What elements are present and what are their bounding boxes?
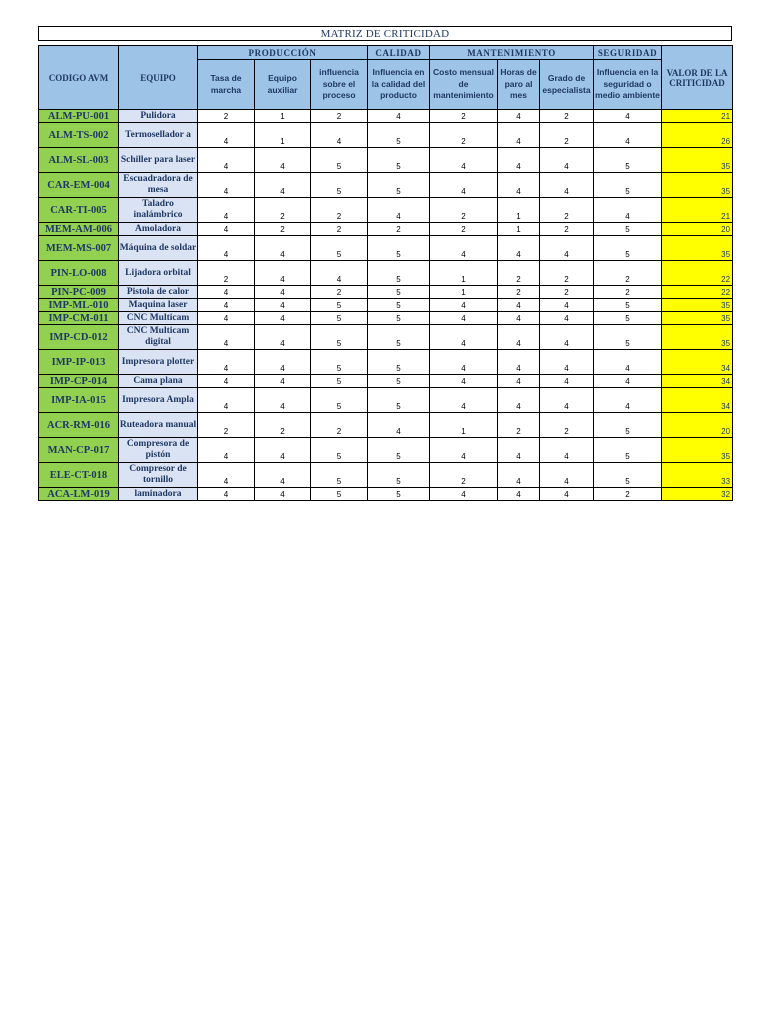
cell-value: 2 — [311, 286, 368, 299]
cell-value: 4 — [540, 463, 594, 488]
cell-value: 5 — [311, 463, 368, 488]
row-code: ALM-PU-001 — [39, 110, 119, 123]
cell-value: 2 — [540, 110, 594, 123]
cell-value: 4 — [498, 325, 540, 350]
row-valor: 32 — [662, 488, 733, 501]
cell-value: 4 — [540, 375, 594, 388]
cell-value: 4 — [255, 463, 311, 488]
table-row — [39, 223, 733, 236]
cell-value: 4 — [198, 123, 255, 148]
cell-value: 4 — [255, 173, 311, 198]
cell-value: 5 — [594, 173, 662, 198]
cell-value: 5 — [368, 388, 430, 413]
cell-value: 4 — [540, 350, 594, 375]
row-equipo: Impresora Ampla — [119, 388, 198, 413]
cell-value: 5 — [311, 312, 368, 325]
cell-value: 5 — [368, 325, 430, 350]
row-valor: 35 — [662, 236, 733, 261]
cell-value: 2 — [311, 198, 368, 223]
cell-value: 4 — [368, 413, 430, 438]
header-influencia-calidad: Influencia en la calidad del producto — [368, 60, 430, 110]
cell-value: 4 — [430, 388, 498, 413]
cell-value: 2 — [198, 413, 255, 438]
row-valor: 35 — [662, 299, 733, 312]
cell-value: 5 — [311, 173, 368, 198]
cell-value: 1 — [498, 198, 540, 223]
header-codigo: CODIGO AVM — [39, 46, 119, 110]
cell-value: 4 — [540, 312, 594, 325]
cell-value: 4 — [498, 173, 540, 198]
row-code: MEM-AM-006 — [39, 223, 119, 236]
cell-value: 4 — [498, 110, 540, 123]
table-row — [39, 198, 733, 223]
header-equipo-auxiliar: Equipo auxiliar — [255, 60, 311, 110]
row-valor: 34 — [662, 350, 733, 375]
cell-value: 5 — [594, 325, 662, 350]
cell-value: 2 — [198, 261, 255, 286]
cell-value: 4 — [498, 488, 540, 501]
table-row — [39, 350, 733, 375]
cell-value: 2 — [311, 413, 368, 438]
cell-value: 4 — [255, 438, 311, 463]
cell-value: 5 — [368, 375, 430, 388]
row-valor: 26 — [662, 123, 733, 148]
table-row — [39, 325, 733, 350]
cell-value: 5 — [594, 463, 662, 488]
cell-value: 4 — [498, 388, 540, 413]
cell-value: 2 — [540, 261, 594, 286]
cell-value: 4 — [255, 375, 311, 388]
table-row — [39, 236, 733, 261]
cell-value: 2 — [540, 223, 594, 236]
cell-value: 4 — [540, 388, 594, 413]
cell-value: 4 — [255, 236, 311, 261]
header-influencia-seguridad: Influencia en la seguridad o medio ambiente — [594, 60, 662, 110]
cell-value: 5 — [368, 488, 430, 501]
cell-value: 4 — [255, 350, 311, 375]
cell-value: 4 — [430, 312, 498, 325]
row-valor: 22 — [662, 286, 733, 299]
header-grado-especialista: Grado de especialista — [540, 60, 594, 110]
cell-value: 1 — [498, 223, 540, 236]
cell-value: 1 — [430, 286, 498, 299]
row-equipo: Taladro inalámbrico — [119, 198, 198, 223]
row-code: CAR-EM-004 — [39, 173, 119, 198]
row-equipo: laminadora — [119, 488, 198, 501]
cell-value: 4 — [198, 375, 255, 388]
cell-value: 4 — [198, 198, 255, 223]
cell-value: 4 — [430, 325, 498, 350]
row-code: IMP-CM-011 — [39, 312, 119, 325]
cell-value: 1 — [430, 413, 498, 438]
cell-value: 4 — [368, 110, 430, 123]
cell-value: 2 — [311, 110, 368, 123]
cell-value: 1 — [255, 123, 311, 148]
cell-value: 4 — [594, 388, 662, 413]
row-code: IMP-CD-012 — [39, 325, 119, 350]
cell-value: 4 — [198, 312, 255, 325]
cell-value: 2 — [255, 223, 311, 236]
cell-value: 2 — [594, 261, 662, 286]
cell-value: 4 — [430, 148, 498, 173]
row-valor: 34 — [662, 388, 733, 413]
header-costo-mantenimiento: Costo mensual de mantenimiento — [430, 60, 498, 110]
cell-value: 4 — [540, 148, 594, 173]
cell-value: 5 — [311, 299, 368, 312]
cell-value: 4 — [430, 173, 498, 198]
cell-value: 4 — [198, 299, 255, 312]
row-valor: 22 — [662, 261, 733, 286]
cell-value: 4 — [594, 123, 662, 148]
cell-value: 2 — [498, 286, 540, 299]
header-group-mantenimiento: MANTENIMIENTO — [430, 46, 594, 60]
cell-value: 5 — [594, 413, 662, 438]
cell-value: 5 — [368, 312, 430, 325]
cell-value: 2 — [540, 123, 594, 148]
row-equipo: Lijadora orbital — [119, 261, 198, 286]
cell-value: 2 — [430, 110, 498, 123]
cell-value: 5 — [368, 463, 430, 488]
row-valor: 21 — [662, 198, 733, 223]
cell-value: 5 — [368, 350, 430, 375]
cell-value: 2 — [498, 413, 540, 438]
cell-value: 5 — [368, 236, 430, 261]
cell-value: 4 — [430, 236, 498, 261]
cell-value: 4 — [594, 375, 662, 388]
cell-value: 4 — [498, 236, 540, 261]
cell-value: 4 — [198, 223, 255, 236]
row-code: ACA-LM-019 — [39, 488, 119, 501]
table-row — [39, 110, 733, 123]
cell-value: 5 — [311, 388, 368, 413]
row-valor: 35 — [662, 148, 733, 173]
cell-value: 2 — [198, 110, 255, 123]
table-row — [39, 123, 733, 148]
table-row — [39, 375, 733, 388]
cell-value: 4 — [498, 123, 540, 148]
row-code: MEM-MS-007 — [39, 236, 119, 261]
cell-value: 2 — [594, 286, 662, 299]
cell-value: 4 — [255, 286, 311, 299]
row-valor: 35 — [662, 312, 733, 325]
row-valor: 20 — [662, 223, 733, 236]
cell-value: 4 — [540, 438, 594, 463]
table-row — [39, 312, 733, 325]
cell-value: 5 — [594, 299, 662, 312]
table-row — [39, 438, 733, 463]
cell-value: 1 — [430, 261, 498, 286]
cell-value: 2 — [540, 286, 594, 299]
cell-value: 2 — [255, 413, 311, 438]
row-equipo: Pistola de calor — [119, 286, 198, 299]
cell-value: 4 — [498, 148, 540, 173]
cell-value: 4 — [498, 463, 540, 488]
row-valor: 35 — [662, 325, 733, 350]
cell-value: 5 — [311, 148, 368, 173]
cell-value: 4 — [430, 438, 498, 463]
cell-value: 4 — [198, 438, 255, 463]
cell-value: 5 — [594, 223, 662, 236]
row-equipo: CNC Multicam — [119, 312, 198, 325]
cell-value: 4 — [498, 299, 540, 312]
row-equipo: Compresor de tornillo — [119, 463, 198, 488]
cell-value: 2 — [430, 123, 498, 148]
cell-value: 4 — [498, 438, 540, 463]
row-equipo: CNC Multicam digital — [119, 325, 198, 350]
table-row — [39, 173, 733, 198]
table-row — [39, 148, 733, 173]
row-code: IMP-CP-014 — [39, 375, 119, 388]
cell-value: 1 — [255, 110, 311, 123]
cell-value: 5 — [594, 148, 662, 173]
cell-value: 4 — [198, 148, 255, 173]
header-horas-paro: Horas de paro al mes — [498, 60, 540, 110]
row-valor: 35 — [662, 438, 733, 463]
row-code: ACR-RM-016 — [39, 413, 119, 438]
cell-value: 5 — [594, 312, 662, 325]
cell-value: 4 — [255, 388, 311, 413]
cell-value: 2 — [540, 198, 594, 223]
cell-value: 4 — [430, 299, 498, 312]
cell-value: 5 — [368, 299, 430, 312]
cell-value: 5 — [594, 438, 662, 463]
row-equipo: Máquina de soldar — [119, 236, 198, 261]
criticality-matrix — [38, 26, 732, 501]
row-equipo: Schiller para laser — [119, 148, 198, 173]
cell-value: 4 — [498, 350, 540, 375]
cell-value: 4 — [594, 110, 662, 123]
cell-value: 4 — [198, 325, 255, 350]
cell-value: 4 — [198, 488, 255, 501]
cell-value: 4 — [198, 463, 255, 488]
cell-value: 5 — [594, 236, 662, 261]
cell-value: 5 — [311, 438, 368, 463]
cell-value: 4 — [498, 375, 540, 388]
cell-value: 4 — [498, 312, 540, 325]
cell-value: 4 — [255, 488, 311, 501]
row-valor: 33 — [662, 463, 733, 488]
cell-value: 5 — [368, 123, 430, 148]
matrix-title: MATRIZ DE CRITICIDAD — [38, 26, 732, 41]
cell-value: 4 — [540, 236, 594, 261]
row-equipo: Escuadradora de mesa — [119, 173, 198, 198]
cell-value: 5 — [311, 375, 368, 388]
cell-value: 2 — [540, 413, 594, 438]
cell-value: 4 — [430, 375, 498, 388]
row-valor: 34 — [662, 375, 733, 388]
row-equipo: Cama plana — [119, 375, 198, 388]
cell-value: 5 — [311, 236, 368, 261]
cell-value: 5 — [368, 173, 430, 198]
cell-value: 2 — [430, 463, 498, 488]
row-equipo: Termosellador a — [119, 123, 198, 148]
row-code: IMP-ML-010 — [39, 299, 119, 312]
row-equipo: Impresora plotter — [119, 350, 198, 375]
cell-value: 4 — [311, 123, 368, 148]
header-valor: VALOR DE LA CRITICIDAD — [662, 46, 733, 110]
cell-value: 5 — [368, 261, 430, 286]
table-row — [39, 388, 733, 413]
cell-value: 4 — [255, 261, 311, 286]
row-code: ELE-CT-018 — [39, 463, 119, 488]
table-row — [39, 299, 733, 312]
cell-value: 4 — [311, 261, 368, 286]
row-equipo: Pulidora — [119, 110, 198, 123]
row-equipo: Amoladora — [119, 223, 198, 236]
row-equipo: Maquina laser — [119, 299, 198, 312]
row-equipo: Compresora de pistón — [119, 438, 198, 463]
row-valor: 20 — [662, 413, 733, 438]
cell-value: 4 — [255, 325, 311, 350]
table-row — [39, 261, 733, 286]
cell-value: 4 — [430, 488, 498, 501]
row-code: ALM-SL-003 — [39, 148, 119, 173]
cell-value: 5 — [368, 148, 430, 173]
cell-value: 2 — [498, 261, 540, 286]
cell-value: 4 — [594, 198, 662, 223]
cell-value: 4 — [198, 236, 255, 261]
row-code: IMP-IA-015 — [39, 388, 119, 413]
cell-value: 4 — [430, 350, 498, 375]
cell-value: 4 — [540, 488, 594, 501]
cell-value: 4 — [594, 350, 662, 375]
cell-value: 5 — [311, 488, 368, 501]
cell-value: 5 — [368, 286, 430, 299]
cell-value: 2 — [594, 488, 662, 501]
row-code: PIN-LO-008 — [39, 261, 119, 286]
table-row — [39, 286, 733, 299]
header-group-produccion: PRODUCCIÓN — [198, 46, 368, 60]
header-tasa-marcha: Tasa de marcha — [198, 60, 255, 110]
cell-value: 4 — [255, 312, 311, 325]
cell-value: 5 — [368, 438, 430, 463]
row-code: CAR-TI-005 — [39, 198, 119, 223]
table-row — [39, 488, 733, 501]
header-group-seguridad: SEGURIDAD — [594, 46, 662, 60]
row-equipo: Ruteadora manual — [119, 413, 198, 438]
cell-value: 4 — [198, 388, 255, 413]
cell-value: 4 — [198, 350, 255, 375]
header-influencia-proceso: influencia sobre el proceso — [311, 60, 368, 110]
cell-value: 5 — [311, 325, 368, 350]
header-equipo: EQUIPO — [119, 46, 198, 110]
table-row — [39, 413, 733, 438]
cell-value: 5 — [311, 350, 368, 375]
cell-value: 4 — [198, 286, 255, 299]
cell-value: 4 — [255, 299, 311, 312]
cell-value: 2 — [311, 223, 368, 236]
header-group-calidad: CALIDAD — [368, 46, 430, 60]
row-code: IMP-IP-013 — [39, 350, 119, 375]
criticality-table — [38, 45, 733, 501]
table-row — [39, 463, 733, 488]
cell-value: 4 — [540, 325, 594, 350]
cell-value: 2 — [368, 223, 430, 236]
row-valor: 21 — [662, 110, 733, 123]
cell-value: 4 — [255, 148, 311, 173]
cell-value: 4 — [368, 198, 430, 223]
cell-value: 2 — [430, 223, 498, 236]
cell-value: 4 — [198, 173, 255, 198]
cell-value: 4 — [540, 299, 594, 312]
cell-value: 2 — [430, 198, 498, 223]
cell-value: 4 — [540, 173, 594, 198]
row-valor: 35 — [662, 173, 733, 198]
row-code: ALM-TS-002 — [39, 123, 119, 148]
cell-value: 2 — [255, 198, 311, 223]
row-code: PIN-PC-009 — [39, 286, 119, 299]
row-code: MAN-CP-017 — [39, 438, 119, 463]
